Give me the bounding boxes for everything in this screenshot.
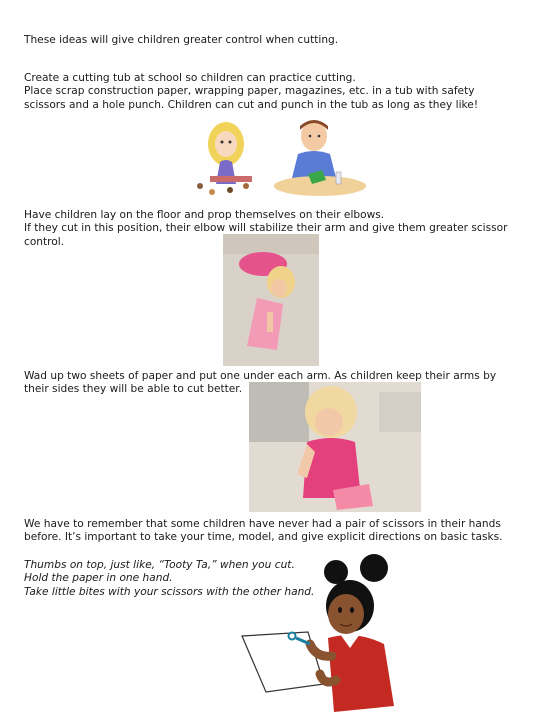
tip-line-2: Hold the paper in one hand. bbox=[24, 572, 173, 585]
children-cutting-clipart bbox=[190, 114, 370, 202]
girl-cutting-clipart bbox=[236, 552, 404, 718]
section2-line-1: Have children lay on the floor and prop themselves on their elbows. bbox=[24, 209, 385, 221]
section3-line-2: their sides they will be able to cut better. bbox=[24, 383, 243, 396]
section4-line-1: We have to remember that some children have never had a pair of scissors in their hands bbox=[24, 518, 501, 530]
child-lying-floor-photo bbox=[223, 234, 319, 366]
section1-line-2: Place scrap construction paper, wrapping paper, magazines, etc. in a tub with safety bbox=[24, 85, 475, 98]
section-cutting-tub bbox=[24, 72, 524, 112]
section2-line-3: control. bbox=[24, 235, 65, 248]
section1-line-1: Create a cutting tub at school so children can practice cutting. bbox=[24, 72, 356, 84]
intro-line: These ideas will give children greater control when cutting. bbox=[24, 34, 339, 46]
intro-text bbox=[24, 34, 524, 47]
section-remember bbox=[24, 518, 524, 545]
section2-line-2: If they cut in this position, their elbow will stabilize their arm and give them greater scissor bbox=[24, 222, 508, 235]
section3-line-1: Wad up two sheets of paper and put one under each arm. As children keep their arms by bbox=[24, 370, 497, 382]
section4-line-2: before. It’s important to take your time, model, and give explicit directions on basic tasks. bbox=[24, 531, 503, 544]
section1-line-3: scissors and a hole punch. Children can cut and punch in the tub as long as they like! bbox=[24, 98, 479, 111]
tip-line-3: Take little bites with your scissors with the other hand. bbox=[24, 585, 315, 598]
tip-line-1: Thumbs on top, just like, “Tooty Ta,” when you cut. bbox=[24, 559, 295, 571]
child-standing-photo bbox=[249, 382, 421, 512]
